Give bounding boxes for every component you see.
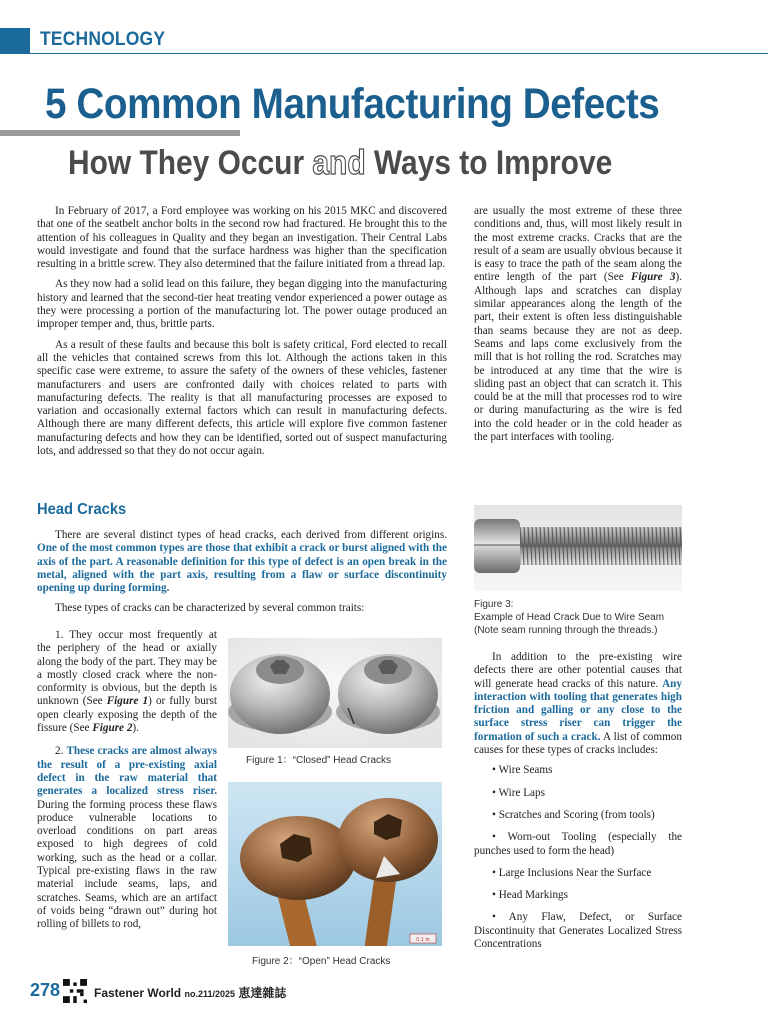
intro-paragraph-2: As they now had a solid lead on this failure, they began digging into the manufacturing history and learned that the second-tier heat treating vendor experienced a power outage as they were processing a portion of the manufacturing lot. The power outage produced an improper temper and, thus, brittle parts. [37, 278, 447, 331]
trait-1-text-c: ). [132, 722, 139, 735]
figure-2-scale-label: 0.1 in [416, 937, 430, 943]
seam-text-a: are usually the most extreme of these three conditions and, thus, will most likely result in the most extreme cracks. Cracks that are the result of a seam are usually obvious because it is easy to trace the path of the seam along the entire length of the part (See [474, 205, 682, 284]
trait-1 [37, 629, 217, 735]
list-item: • Wire Seams [492, 764, 553, 777]
intro-column [37, 205, 447, 465]
subtitle-part-2: Ways to Improve [373, 144, 613, 182]
section-header [0, 28, 768, 54]
figure-3-caption-line-3: (Note seam running through the threads.) [474, 625, 658, 636]
causes-list [474, 764, 682, 951]
hc-text-a: There are several distinct types of head cracks, each derived from different origins. [55, 529, 447, 541]
figure-3-ref: Figure 3 [630, 271, 676, 284]
causes-text-c: A list of common causes for these types of cracks includes: [474, 730, 682, 757]
head-cracks-heading: Head Cracks [37, 501, 127, 518]
magazine-chinese-name: 恵達雜誌 [238, 986, 287, 1000]
figure-3-image [474, 505, 682, 591]
figure-3-caption [474, 598, 664, 637]
head-cracks-paragraph-1 [37, 529, 447, 595]
trait-2-highlight: These cracks are almost always the result of a pre-existing axial defect in the raw material that generates a localized stress riser. [37, 745, 217, 798]
trait-1-text-a: 1. They occur most frequently at the periphery of the head or axially along the body of the part. They may be a mostly closed crack where the non-conformity is obvious, but the depth is unknown (See [37, 629, 217, 708]
trait-2 [37, 745, 217, 931]
title-rule [0, 130, 240, 136]
hc-highlight: One of the most common types are those that exhibit a crack or burst aligned with the axis of the part. A reasonable definition for this type of defect is an open break in the metal, aligned with the part axis, resulting from a flaw or surface discontinuity opening up during forming. [37, 542, 447, 595]
head-cracks-paragraph-2: These types of cracks can be characterized by several common traits: [55, 602, 365, 615]
section-color-block [0, 28, 30, 54]
seam-text-b: ). Although laps and scratches can display similar appearances along the length of the part, their extent is often less distinguishable than seams because they are not as deep. Seams and laps come exclusively from the mill that is hot rolling the rod. Scratches may be introduced at any time that the wire is sliding past an object that can scratch it. This could be at the mill that processes rod to wire or during manufacturing as the wire is fed into the cold header or in the cold header as the part interfaces with tooling. [474, 271, 682, 444]
list-item: • Worn-out Tooling (especially the punches used to form the head) [474, 831, 682, 857]
figure-1-caption: Figure 1：“Closed” Head Cracks [246, 755, 392, 766]
list-item: • Large Inclusions Near the Surface [492, 866, 652, 879]
section-label: TECHNOLOGY [40, 29, 166, 50]
causes-highlight: Any interaction with tooling that generates high friction and galling or any close to the surface stress riser can trigger the formation of such a crack. [474, 677, 682, 743]
article-subtitle [68, 144, 612, 183]
magazine-title: Fastener World [94, 986, 182, 1000]
figure-3-caption-line-1: Figure 3: [474, 599, 514, 610]
figure-2-image [228, 782, 442, 946]
figure-1-image [228, 638, 442, 748]
traits-column [37, 629, 217, 939]
figure-2-caption: Figure 2：“Open” Head Cracks [252, 956, 391, 967]
magazine-name [94, 984, 286, 1001]
subtitle-part-1: How They Occur [68, 144, 305, 182]
page-number: 278 [30, 980, 61, 1000]
right-column-lower [474, 651, 682, 960]
article-title: 5 Common Manufacturing Defects [45, 80, 660, 128]
trait-2-number: 2. [55, 745, 67, 758]
list-item: • Any Flaw, Defect, or Surface Discontinuity that Generates Localized Stress Concentrations [474, 911, 682, 951]
intro-paragraph-1: In February of 2017, a Ford employee was working on his 2015 MKC and discovered that one of the seatbelt anchor bolts in the second row had fractured. He brought this to the attention of his colleagues in Quality and they began an investigation. Their Central Labs would investigate and found that the surface hardness was higher than the specification resulting in a brittle screw. They also determined that the failure initiated from a thread lap. [37, 205, 447, 271]
qr-code-icon [63, 979, 87, 1003]
subtitle-and: and [312, 144, 366, 182]
section-rule [0, 53, 768, 54]
figure-2-ref: Figure 2 [92, 722, 133, 735]
figure-3-caption-line-2: Example of Head Crack Due to Wire Seam [474, 612, 665, 623]
causes-paragraph [474, 651, 682, 757]
list-item: • Head Markings [492, 889, 568, 902]
list-item: • Wire Laps [492, 786, 545, 799]
page-footer [30, 979, 430, 1003]
list-item: • Scratches and Scoring (from tools) [492, 808, 655, 821]
causes-text-a: In addition to the pre-existing wire defects there are other potential causes that will generate head cracks of this nature. [474, 651, 682, 690]
seam-paragraph [474, 205, 682, 444]
issue-number: no.211/2025 [184, 989, 236, 999]
figure-1-ref: Figure 1 [106, 695, 149, 708]
right-column-top [474, 205, 682, 451]
trait-1-text-b: ) or fully burst open clearly exposing the depth of the fissure (See [37, 695, 217, 735]
head-cracks-intro [37, 529, 447, 623]
trait-2-text: During the forming process these flaws produce vulnerable locations to overload conditions on part areas exposed to high degrees of cold working, such as the head or a collar. Typical pre-existing flaws in the raw material include seams, laps, and scratches. Seams, which are an artifact of voids being “drawn out” during hot rolling of billets to rod, [37, 798, 217, 931]
intro-paragraph-3: As a result of these faults and because this bolt is safety critical, Ford elected to recall all the vehicles that contained screws from this lot. Although the actions taken in this specific case were extreme, to assure the safety of the owners of these vehicles, fastener manufacturers and users are confronted daily with choices related to parts with manufacturing defects. The reality is that all manufacturing processes are exposed to variation and occasionally external factors which can result in manufacturing defects. Although there are many different defects, this article will explore five common fastener manufacturing defects and how they can be identified, sorted out of suspect manufacturing lots, and addressed so that they do not occur again. [37, 338, 447, 458]
